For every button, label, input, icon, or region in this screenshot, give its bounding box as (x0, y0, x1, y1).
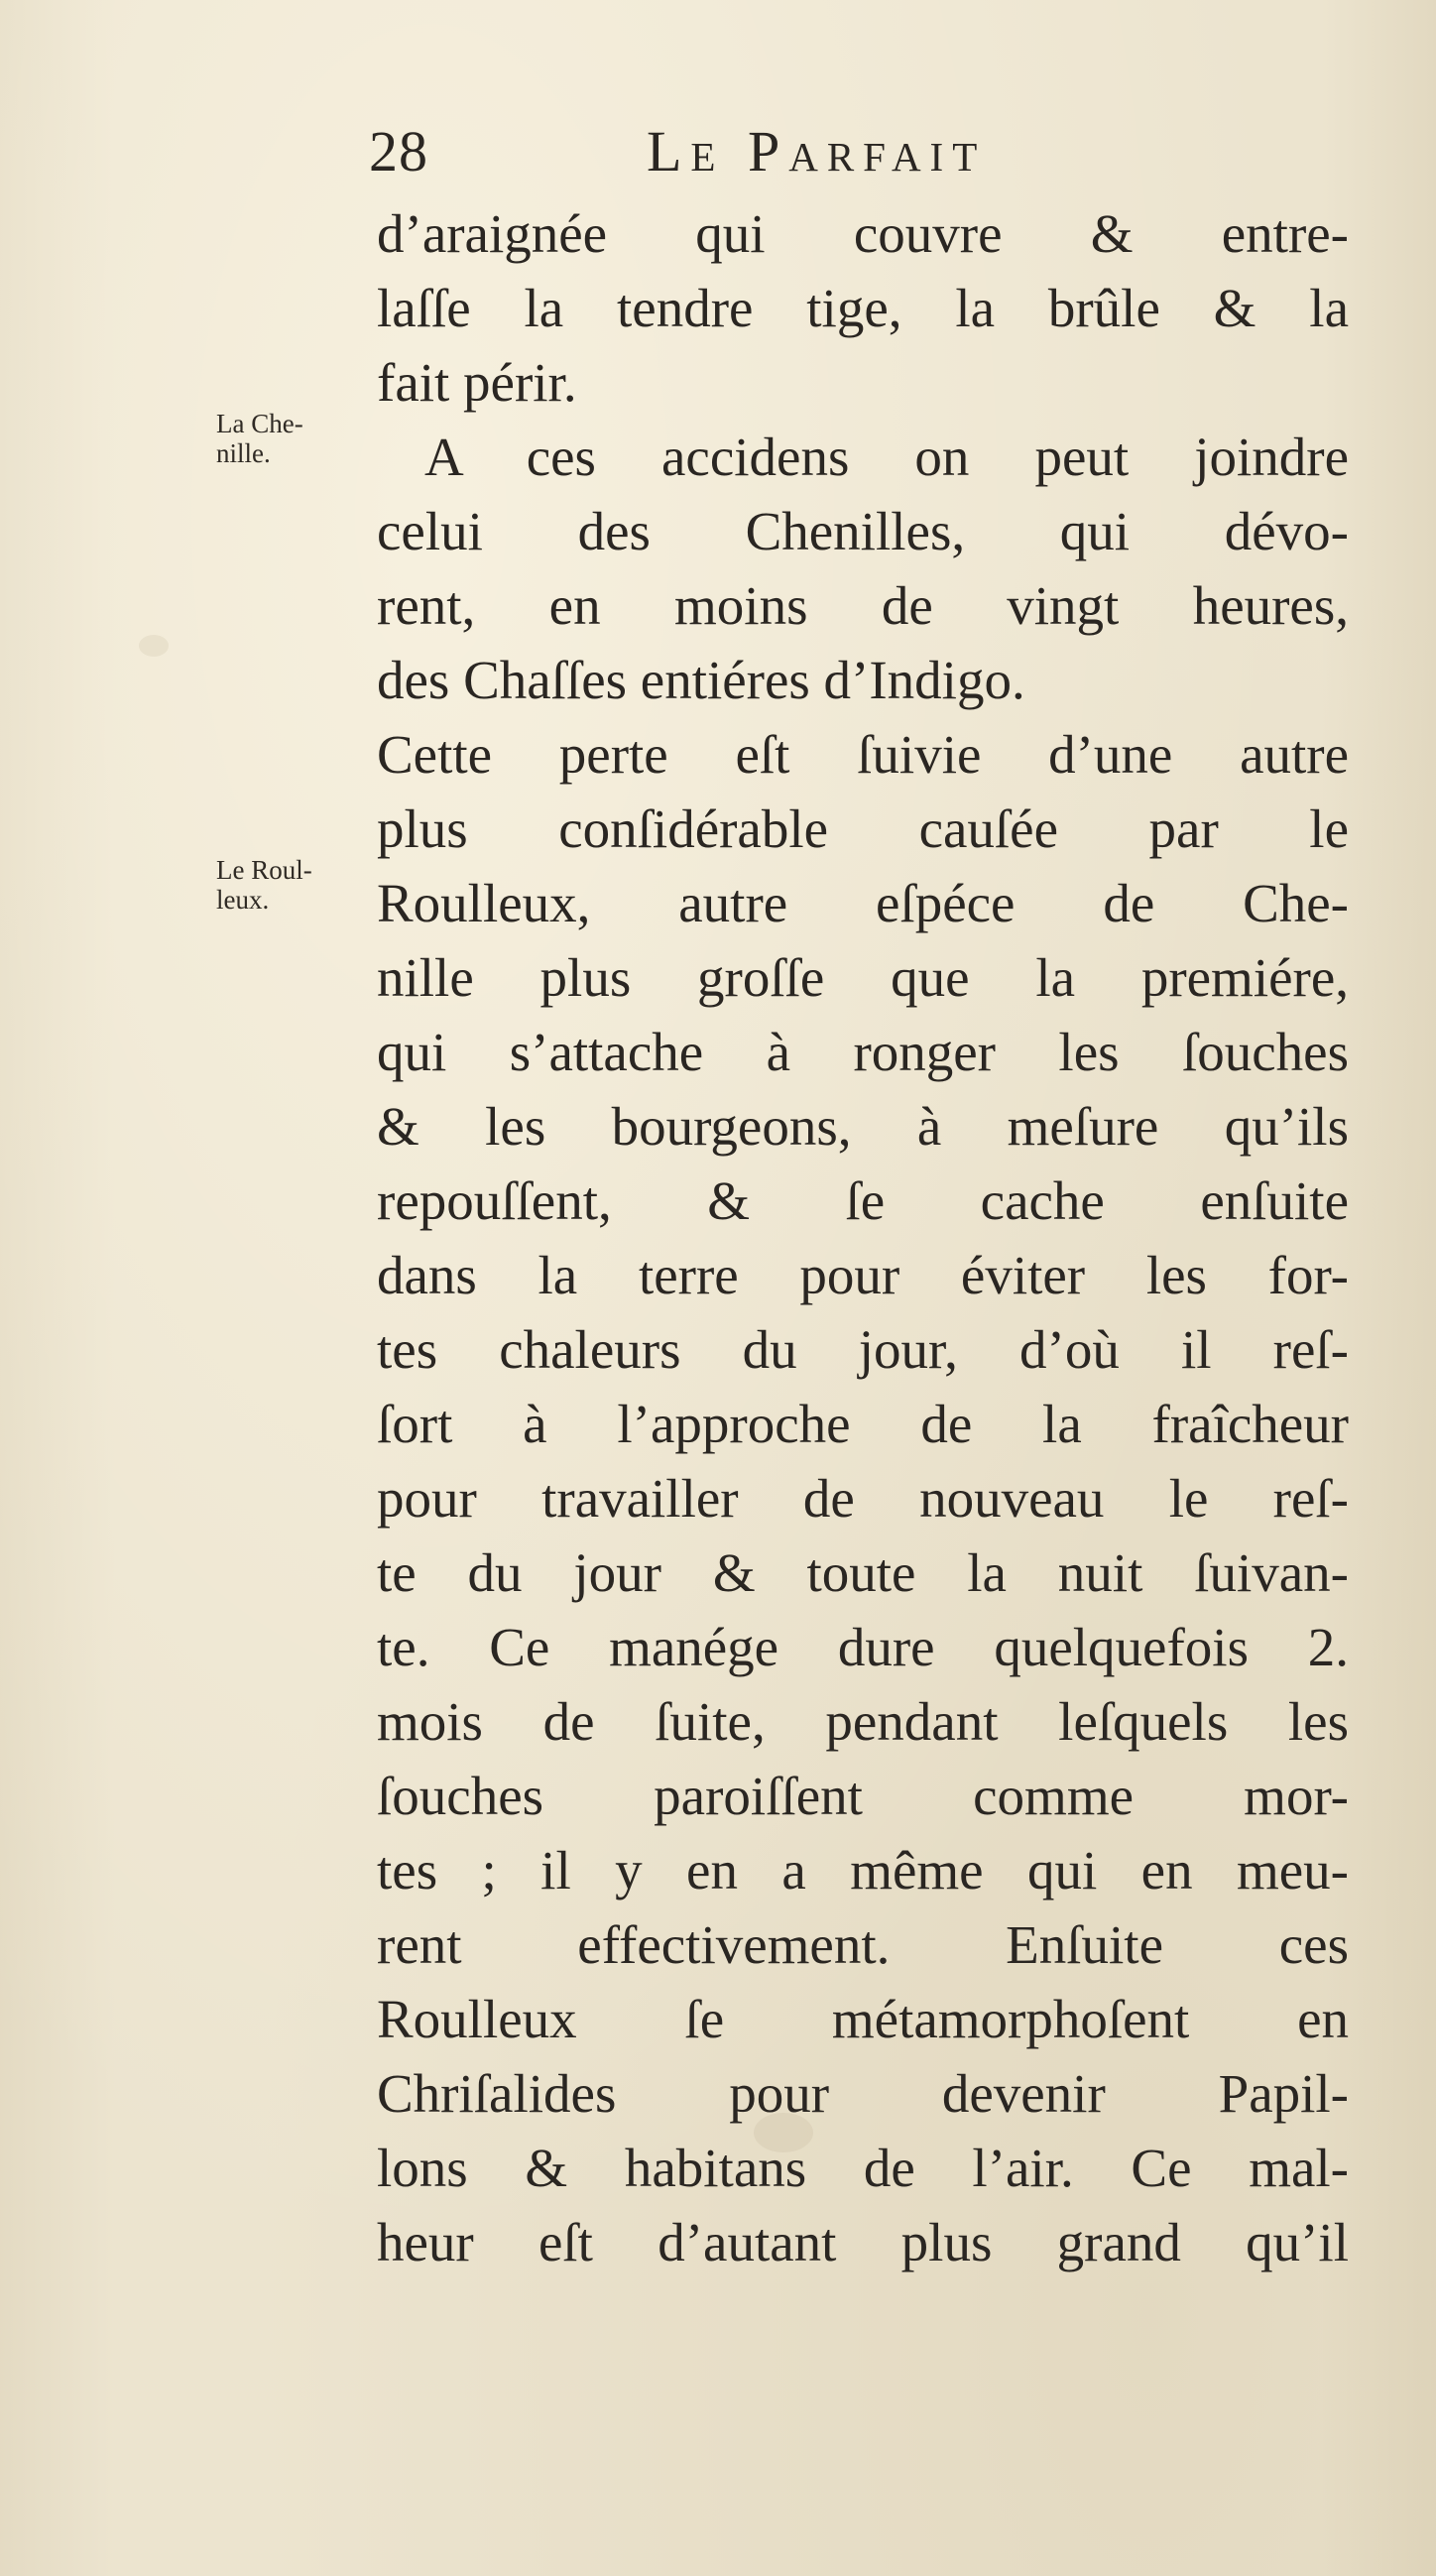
margin-note-roulleux (216, 855, 365, 915)
text-line: fait périr. (377, 352, 577, 413)
text-line: tes ; il y en a même qui en meu- (377, 1840, 1349, 1901)
text-line: qui s’attache à ronger les ſouches (377, 1022, 1349, 1082)
margin-note-chenille (216, 409, 365, 468)
text-line: d’araignée qui couvre & entre- (377, 203, 1349, 264)
text-line: mois de ſuite, pendant leſquels les (377, 1691, 1349, 1752)
text-line: laſſe la tendre tige, la brûle & la (377, 278, 1349, 338)
text-line: tes chaleurs du jour, d’où il reſ- (377, 1319, 1349, 1380)
text-line: plus conſidérable cauſée par le (377, 798, 1349, 859)
margin-note-line: Le Roul- (216, 855, 312, 885)
text-line: te. Ce manége dure quelquefois 2. (377, 1617, 1349, 1677)
page-number: 28 (369, 119, 428, 184)
text-line: A ces accidens on peut joindre (424, 427, 1349, 487)
text-line: rent, en moins de vingt heures, (377, 575, 1349, 636)
body-text (377, 196, 1349, 2279)
text-line: rent effectivement. Enſuite ces (377, 1914, 1349, 1975)
margin-note-line: La Che- (216, 409, 303, 438)
text-line: te du jour & toute la nuit ſuivan- (377, 1542, 1349, 1603)
text-line: ſouches paroiſſent comme mor- (377, 1766, 1349, 1826)
text-line: Roulleux ſe métamorphoſent en (377, 1989, 1349, 2049)
running-head (369, 117, 1083, 186)
text-line: pour travailler de nouveau le reſ- (377, 1468, 1349, 1529)
margin-note-line: leux. (216, 885, 270, 915)
text-line: des Chaſſes entiéres d’Indigo. (377, 650, 1025, 710)
text-line: heur eſt d’autant plus grand qu’il (377, 2212, 1349, 2272)
text-line: dans la terre pour éviter les for- (377, 1245, 1349, 1305)
paper-stain (139, 635, 169, 657)
running-title: Le Parfait (647, 119, 987, 184)
text-line: celui des Chenilles, qui dévo- (377, 501, 1349, 561)
text-line: lons & habitans de l’air. Ce mal- (377, 2138, 1349, 2198)
text-line: Cette perte eſt ſuivie d’une autre (377, 724, 1349, 785)
text-line: Roulleux, autre eſpéce de Che- (377, 873, 1349, 933)
margin-note-line: nille. (216, 438, 271, 468)
text-line: Chriſalides pour devenir Papil- (377, 2063, 1349, 2124)
text-line: nille plus groſſe que la premiére, (377, 947, 1349, 1008)
text-line: & les bourgeons, à meſure qu’ils (377, 1096, 1349, 1157)
text-line: repouſſent, & ſe cache enſuite (377, 1170, 1349, 1231)
text-line: ſort à l’approche de la fraîcheur (377, 1394, 1349, 1454)
